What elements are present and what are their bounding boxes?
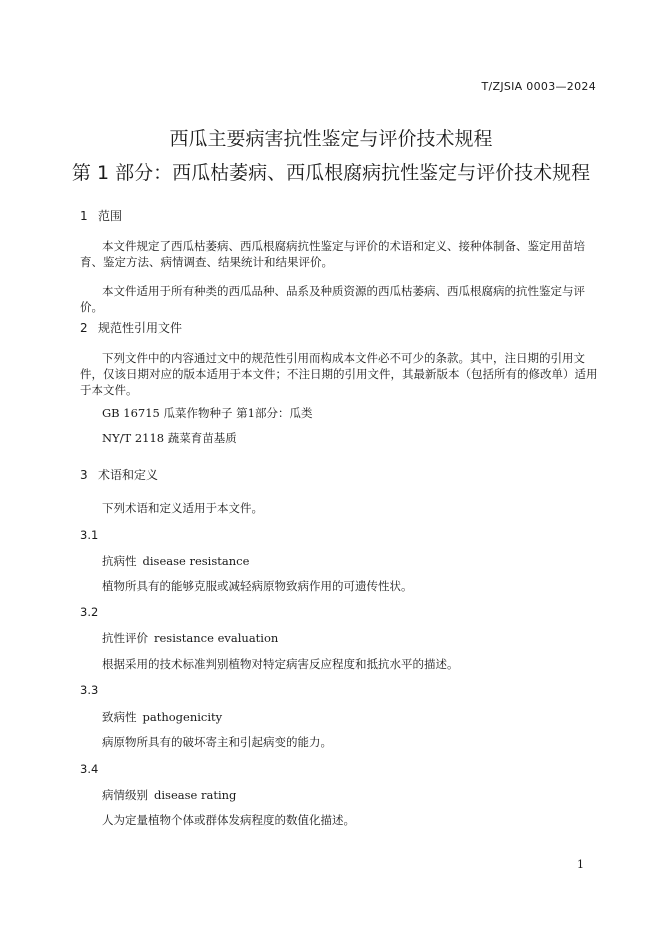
section-2-heading xyxy=(80,319,182,336)
document-number: T/ZJSIA 0003—2024 xyxy=(481,80,596,93)
reference-item-2: NY/T 2118 蔬菜育苗基质 xyxy=(102,431,237,445)
page-number: 1 xyxy=(577,858,584,871)
term-definition: 植物所具有的能够克服或减轻病原物致病作用的可遗传性状。 xyxy=(102,579,413,593)
term-number: 3.3 xyxy=(80,683,99,697)
section-1-paragraph-1: 本文件规定了西瓜枯萎病、西瓜根腐病抗性鉴定与评价的术语和定义、接种体制备、鉴定用苗培育、鉴定方法、病情调查、结果统计和结果评价。 xyxy=(80,239,585,269)
section-number: 1 xyxy=(80,209,88,223)
document-title: 西瓜主要病害抗性鉴定与评价技术规程 xyxy=(169,128,493,150)
term-english: pathogenicity xyxy=(142,710,223,724)
term-chinese: 抗病性 xyxy=(102,554,137,568)
term-heading xyxy=(102,709,222,725)
term-heading xyxy=(102,553,249,569)
term-chinese: 病情级别 xyxy=(102,788,148,802)
document-subtitle: 第 1 部分：西瓜枯萎病、西瓜根腐病抗性鉴定与评价技术规程 xyxy=(71,162,591,184)
section-2-paragraph-1: 下列文件中的内容通过文中的规范性引用而构成本文件必不可少的条款。其中，注日期的引用文件，仅该日期对应的版本适用于本文件；不注日期的引用文件，其最新版本（包括所有的修改单）适用于本文件。 xyxy=(80,351,598,397)
reference-item-1: GB 16715 瓜菜作物种子 第1部分：瓜类 xyxy=(102,406,313,420)
term-english: resistance evaluation xyxy=(154,631,279,645)
term-number: 3.1 xyxy=(80,528,99,542)
term-definition: 病原物所具有的破坏寄主和引起病变的能力。 xyxy=(102,735,332,749)
term-heading xyxy=(102,787,236,803)
section-title: 规范性引用文件 xyxy=(98,321,183,335)
section-title: 术语和定义 xyxy=(98,468,159,482)
section-1-paragraph-2: 本文件适用于所有种类的西瓜品种、品系及种质资源的西瓜枯萎病、西瓜根腐病的抗性鉴定与评价。 xyxy=(80,284,585,314)
term-number: 3.4 xyxy=(80,762,99,776)
term-definition: 根据采用的技术标准判别植物对特定病害反应程度和抵抗水平的描述。 xyxy=(102,657,459,671)
term-number: 3.2 xyxy=(80,605,99,619)
term-english: disease rating xyxy=(154,788,237,802)
term-english: disease resistance xyxy=(142,554,250,568)
section-3-paragraph-1: 下列术语和定义适用于本文件。 xyxy=(102,501,263,515)
section-3-heading xyxy=(80,466,158,483)
section-title: 范围 xyxy=(98,209,123,223)
term-heading xyxy=(102,630,278,646)
section-number: 2 xyxy=(80,321,88,335)
section-1-heading xyxy=(80,207,122,224)
term-chinese: 抗性评价 xyxy=(102,631,148,645)
section-number: 3 xyxy=(80,468,88,482)
term-chinese: 致病性 xyxy=(102,710,137,724)
term-definition: 人为定量植物个体或群体发病程度的数值化描述。 xyxy=(102,813,355,827)
